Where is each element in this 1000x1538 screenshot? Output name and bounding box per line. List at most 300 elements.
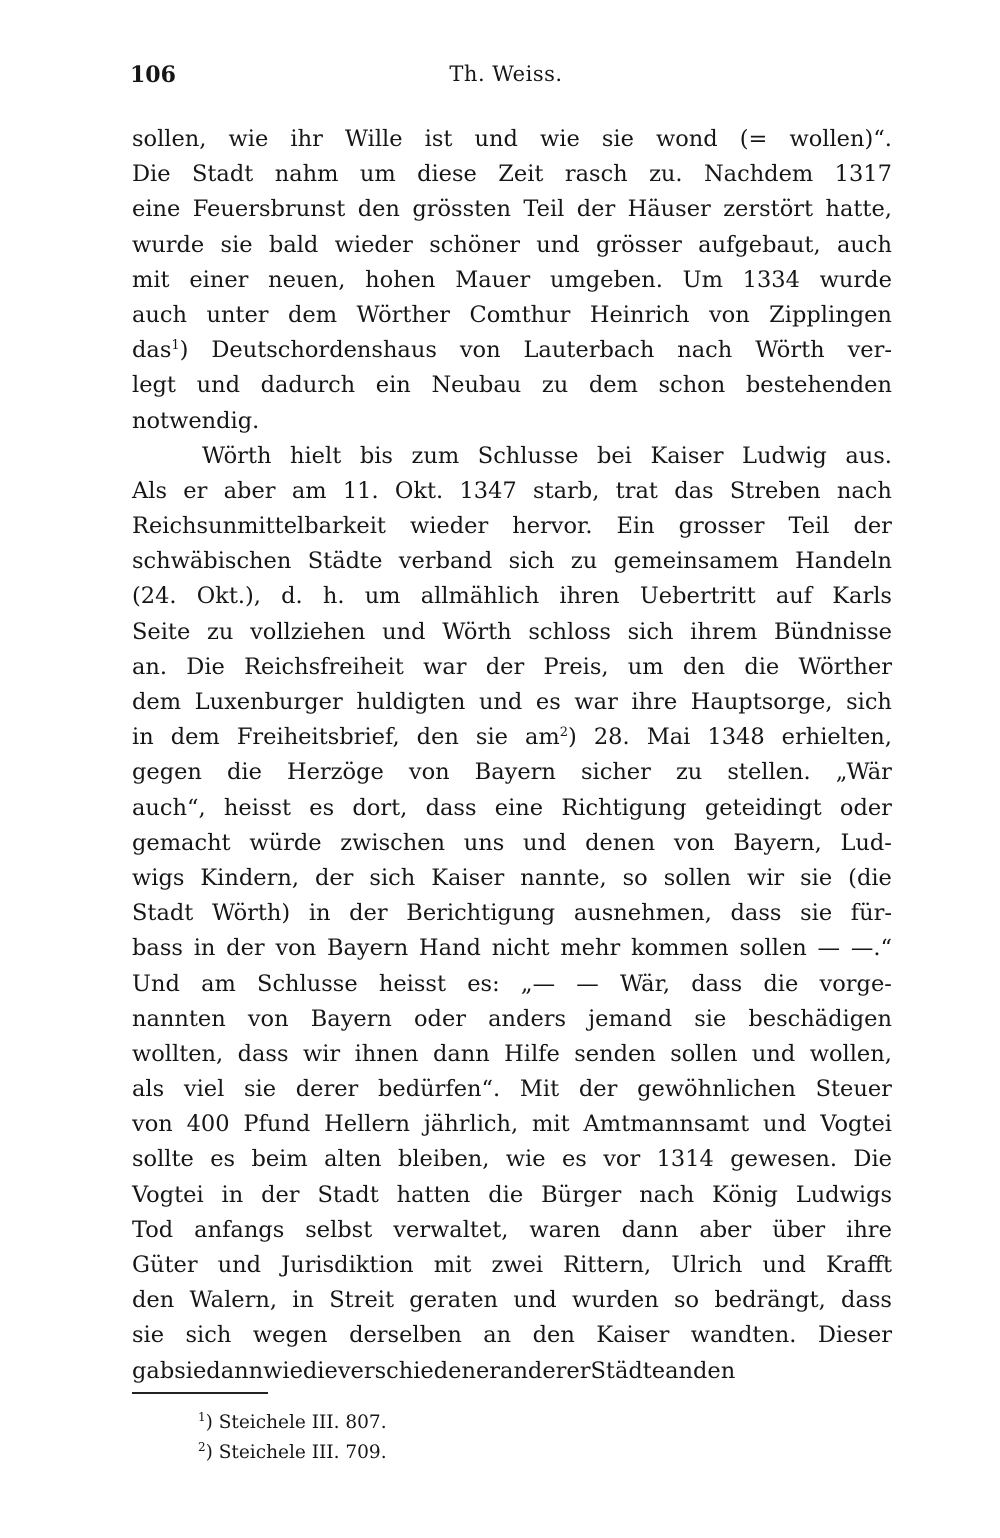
word: zerstört xyxy=(723,196,814,223)
word: wir xyxy=(302,1040,341,1067)
word: —.“ xyxy=(850,935,892,962)
word: wie xyxy=(539,126,580,152)
word: in xyxy=(132,724,154,751)
word: nach xyxy=(836,477,892,504)
word: nahm xyxy=(274,161,339,188)
word: den xyxy=(532,1322,575,1349)
word: sich xyxy=(185,1322,232,1349)
word: verband xyxy=(398,548,493,575)
text-line xyxy=(132,544,892,579)
word: bleiben, xyxy=(397,1146,490,1173)
word: den xyxy=(357,196,400,223)
word: Streben xyxy=(729,477,821,504)
word: grösser xyxy=(595,231,682,258)
word: das$^1$) xyxy=(132,337,189,364)
word: Jurisdiktion xyxy=(281,1252,414,1278)
word: derer xyxy=(295,1076,359,1103)
word: Streit xyxy=(329,1287,395,1314)
word: Stadt xyxy=(191,161,254,188)
footnote-marker-paren: ) xyxy=(205,1442,219,1463)
word: vor xyxy=(603,1146,641,1173)
running-head: Th. Weiss. xyxy=(449,62,563,86)
word: unter xyxy=(206,301,269,328)
word: Kindern, xyxy=(200,864,299,891)
word: ihr xyxy=(290,126,323,152)
word: Wörth xyxy=(202,442,272,469)
word: Amtmannsamt xyxy=(583,1111,750,1138)
text-line xyxy=(132,298,892,333)
word: wegen xyxy=(252,1322,328,1349)
word: sie xyxy=(800,864,833,891)
word: auch xyxy=(836,231,892,258)
word: legt xyxy=(132,372,176,399)
word: nach xyxy=(639,1181,695,1208)
word: am xyxy=(291,477,327,504)
word: beschädigen xyxy=(748,1005,892,1032)
word: oder xyxy=(414,1005,467,1032)
word: anfangs xyxy=(194,1216,285,1243)
word: in xyxy=(221,1181,244,1208)
word: Wörther xyxy=(356,301,451,328)
word: Herzöge xyxy=(286,759,384,786)
word: Ein xyxy=(616,513,655,540)
word: von xyxy=(408,759,450,786)
text-line xyxy=(132,333,892,368)
word: sie xyxy=(220,231,253,258)
word: „— xyxy=(520,970,556,997)
word: dadurch xyxy=(260,372,356,399)
word: wie xyxy=(263,1357,303,1384)
word: 400 xyxy=(186,1111,230,1138)
word: der xyxy=(853,513,892,540)
word: dann xyxy=(621,1216,679,1243)
footnote xyxy=(198,1408,387,1438)
word: an xyxy=(665,1357,694,1384)
word: als xyxy=(132,1076,165,1103)
word: die xyxy=(763,970,799,997)
word: 1347 xyxy=(459,477,517,504)
word: an xyxy=(483,1322,512,1349)
page-header xyxy=(118,62,894,96)
word: Wörth xyxy=(755,337,825,364)
word: sich xyxy=(627,618,674,645)
word: von xyxy=(708,301,750,328)
word: diese xyxy=(417,161,477,188)
word: Lud- xyxy=(840,829,892,856)
page-number: 106 xyxy=(130,62,176,88)
word: sollen xyxy=(663,864,731,891)
word: und xyxy=(763,1111,807,1138)
word: rasch xyxy=(564,161,628,188)
word: Seite xyxy=(132,618,191,645)
word: Mauer xyxy=(455,266,531,293)
word: die xyxy=(227,759,262,786)
word: sollen, xyxy=(132,126,207,152)
word: wandten. xyxy=(690,1322,797,1349)
word: heisst xyxy=(223,794,292,821)
text-line xyxy=(132,157,892,192)
text-line xyxy=(132,122,892,157)
word: trat xyxy=(615,477,658,504)
word: aber xyxy=(223,477,276,504)
word: auch“, xyxy=(132,794,206,821)
word: wie xyxy=(505,1146,546,1173)
word: eine xyxy=(494,794,544,821)
word: Wörther xyxy=(798,653,892,680)
word: die xyxy=(744,653,780,680)
word: es xyxy=(561,1146,587,1173)
word: zu. xyxy=(649,161,683,188)
word: Freiheitsbrief, xyxy=(236,724,400,751)
text-line xyxy=(132,509,892,544)
word: Zipplingen xyxy=(769,301,892,328)
word: hatten xyxy=(396,1181,471,1208)
word: es: xyxy=(467,970,500,997)
word: der xyxy=(349,900,388,927)
word: bass xyxy=(132,935,183,962)
word: — xyxy=(817,935,841,962)
word: Okt.), xyxy=(196,583,261,610)
word: senden xyxy=(574,1040,656,1067)
word: denen xyxy=(585,829,656,856)
word: 1348 xyxy=(707,724,765,751)
word: über xyxy=(772,1216,826,1243)
word: starb, xyxy=(533,477,600,504)
word: schwäbischen xyxy=(132,548,292,575)
word: dort, xyxy=(352,794,408,821)
word: dem xyxy=(588,372,638,399)
word: grosser xyxy=(678,513,765,540)
footnote-marker: 2 xyxy=(198,1440,206,1454)
text-line xyxy=(132,1142,892,1177)
text-line xyxy=(132,1178,892,1213)
word: uns xyxy=(463,829,505,856)
word: Um xyxy=(682,266,723,293)
word: Stadt xyxy=(317,1181,379,1208)
word: dass xyxy=(730,900,782,927)
word: Die xyxy=(132,161,171,188)
word: bei xyxy=(596,442,632,469)
word: zu xyxy=(207,618,234,645)
word: in xyxy=(308,900,331,927)
word: zum xyxy=(411,442,460,469)
text-line xyxy=(132,228,892,263)
word: und xyxy=(196,372,240,399)
word: Okt. xyxy=(394,477,444,504)
text-line xyxy=(132,720,892,755)
text-line xyxy=(132,1248,892,1283)
word: nannte, xyxy=(520,864,607,891)
word: einer xyxy=(189,266,249,293)
footnote-marker: 1 xyxy=(198,1410,206,1424)
word: sicher xyxy=(580,759,651,786)
word: 28. xyxy=(593,724,630,751)
word: Städte xyxy=(307,548,383,575)
word: Tod xyxy=(132,1216,174,1243)
word: Feuersbrunst xyxy=(192,196,346,223)
word: Krafft xyxy=(825,1252,892,1278)
word: Kaiser xyxy=(650,442,724,469)
word: Mit xyxy=(519,1076,560,1103)
word: allmählich xyxy=(420,583,540,610)
word: kommen xyxy=(631,935,729,962)
word: Als xyxy=(132,477,167,504)
word: nach xyxy=(677,337,733,364)
footnote xyxy=(198,1438,387,1468)
word: Bayern xyxy=(474,759,556,786)
word: Bayern xyxy=(310,1005,392,1032)
word: Schlusse xyxy=(477,442,579,469)
text-line xyxy=(132,1213,892,1248)
word: Neubau xyxy=(431,372,522,399)
word: so xyxy=(674,1287,700,1314)
word: umgeben. xyxy=(549,266,663,293)
word: wurden xyxy=(572,1287,659,1314)
word: hervor. xyxy=(512,513,593,540)
word: der xyxy=(314,864,354,891)
word: und xyxy=(217,1252,262,1278)
word: gewesen. xyxy=(730,1146,838,1173)
word: aber xyxy=(699,1216,752,1243)
text-line xyxy=(132,1002,892,1037)
word: notwendig. xyxy=(132,407,260,434)
word: sollen xyxy=(670,1040,738,1067)
word: hatte, xyxy=(825,196,892,223)
word: anders xyxy=(488,1005,567,1032)
word: verwaltet, xyxy=(393,1216,509,1243)
word: Ulrich xyxy=(671,1252,743,1278)
word: Comthur xyxy=(469,301,571,328)
word: Teil xyxy=(523,196,565,223)
word: sich xyxy=(846,689,892,715)
text-line xyxy=(132,791,892,826)
word: Güter xyxy=(132,1252,198,1278)
word: Wörth) xyxy=(211,900,291,927)
text-line xyxy=(132,368,892,403)
word: sie xyxy=(132,1322,165,1349)
word: König xyxy=(712,1181,778,1208)
word: gemacht xyxy=(132,829,231,856)
word: ihren xyxy=(559,583,620,610)
word: d. xyxy=(281,583,303,610)
word: Uebertritt xyxy=(639,583,756,610)
word: Bürger xyxy=(541,1181,622,1208)
word: für- xyxy=(850,900,892,927)
word: sollen xyxy=(739,935,807,962)
word: Kaiser xyxy=(431,864,505,891)
word: Teil xyxy=(788,513,830,540)
word: am xyxy=(201,970,236,997)
word: Preis, xyxy=(543,653,609,680)
word: alten xyxy=(324,1146,382,1173)
text-line xyxy=(132,1037,892,1072)
word: selbst xyxy=(305,1216,373,1243)
word: es xyxy=(309,794,335,821)
word: hohen xyxy=(365,266,436,293)
word: schon xyxy=(658,372,726,399)
footnote-text: Steichele III. 807. xyxy=(218,1412,387,1433)
word: das xyxy=(674,477,714,504)
word: Wörth xyxy=(442,618,512,645)
word: und xyxy=(478,689,523,715)
word: es xyxy=(535,689,561,715)
text-line xyxy=(132,263,892,298)
word: jährlich, xyxy=(423,1111,519,1138)
word: zu xyxy=(541,372,569,399)
word: heisst xyxy=(378,970,447,997)
word: neuen, xyxy=(268,266,346,293)
word: huldigten xyxy=(356,689,466,715)
word: Häuser xyxy=(627,196,711,223)
word: gewöhnlichen xyxy=(637,1076,796,1103)
word: wie xyxy=(228,126,269,152)
word: an. xyxy=(132,653,168,680)
word: 11. xyxy=(342,477,379,504)
word: den xyxy=(682,653,726,680)
word: mehr xyxy=(560,935,621,962)
text-line xyxy=(132,1283,892,1318)
word: Und xyxy=(132,970,180,997)
word: Reichsfreiheit xyxy=(244,653,404,680)
word: Städte xyxy=(590,1357,666,1384)
word: war xyxy=(574,689,618,715)
word: in xyxy=(292,1287,314,1314)
word: Schlusse xyxy=(257,970,358,997)
text-line xyxy=(132,685,892,720)
word: Heinrich xyxy=(589,301,690,328)
word: gab xyxy=(132,1357,175,1384)
word: anderer xyxy=(500,1357,591,1384)
word: $am^2$) xyxy=(525,724,577,751)
word: Hand xyxy=(418,935,481,962)
word: Hellern xyxy=(324,1111,411,1138)
word: ausnehmen, xyxy=(573,900,712,927)
word: sollte xyxy=(132,1146,194,1173)
word: bald xyxy=(268,231,319,258)
word: dann xyxy=(206,1357,264,1384)
word: der xyxy=(261,1181,300,1208)
word: Nachdem xyxy=(703,161,814,188)
word: Karls xyxy=(832,583,892,610)
word: Lauterbach xyxy=(523,337,655,364)
word: Dieser xyxy=(817,1322,892,1349)
word: erhielten, xyxy=(781,724,892,751)
word: mit xyxy=(532,1111,570,1138)
word: wurde xyxy=(819,266,892,293)
word: 1314 xyxy=(656,1146,714,1173)
word: die xyxy=(488,1181,524,1208)
word: und xyxy=(474,126,518,152)
word: zu xyxy=(570,548,598,575)
text-line xyxy=(132,1107,892,1142)
word: waren xyxy=(529,1216,601,1243)
word: um xyxy=(627,653,664,680)
word: wollen)“. xyxy=(789,126,892,152)
word: Wille xyxy=(344,126,403,152)
word: schöner xyxy=(429,231,520,258)
word: es xyxy=(210,1146,236,1173)
text-line xyxy=(132,931,892,966)
word: Pfund xyxy=(243,1111,311,1138)
text-line xyxy=(132,755,892,790)
word: wollen, xyxy=(809,1040,892,1067)
text-line xyxy=(132,1318,892,1353)
word: würde xyxy=(249,829,322,856)
text-line xyxy=(132,1354,892,1389)
word: jemand xyxy=(588,1005,673,1032)
word: Rittern, xyxy=(563,1252,652,1278)
text-line xyxy=(132,650,892,685)
word: so xyxy=(622,864,648,891)
word: Ludwig xyxy=(742,442,827,469)
text-line xyxy=(132,615,892,650)
word: 1317 xyxy=(834,161,892,188)
word: den xyxy=(132,1287,175,1314)
body-text xyxy=(132,122,892,1389)
word: von xyxy=(673,829,715,856)
word: von xyxy=(132,1111,173,1138)
text-line xyxy=(132,896,892,931)
word: sich xyxy=(508,548,555,575)
word: war xyxy=(423,653,467,680)
word: sie xyxy=(601,126,634,152)
word: stellen. xyxy=(727,759,811,786)
word: Die xyxy=(186,653,225,680)
text-line xyxy=(132,1072,892,1107)
word: Handeln xyxy=(795,548,892,575)
word: (die xyxy=(848,864,892,891)
word: beim xyxy=(251,1146,308,1173)
word: Vogtei xyxy=(820,1111,892,1138)
word: der xyxy=(485,653,525,680)
word: Hilfe xyxy=(504,1040,560,1067)
word: vorge- xyxy=(819,970,892,997)
word: Kaiser xyxy=(596,1322,670,1349)
word: der xyxy=(226,935,265,962)
text-line xyxy=(132,439,892,474)
word: (24. xyxy=(132,583,177,610)
word: Bündnisse xyxy=(773,618,892,645)
word: bis xyxy=(359,442,393,469)
word: wollten, xyxy=(132,1040,224,1067)
word: mit xyxy=(433,1252,472,1278)
word: zu xyxy=(675,759,703,786)
word: Ludwigs xyxy=(795,1181,892,1208)
word: derselben xyxy=(349,1322,462,1349)
word: sie xyxy=(694,1005,727,1032)
word: auch xyxy=(132,301,187,328)
text-line xyxy=(132,404,892,439)
footnote-marker-paren: ) xyxy=(205,1412,219,1433)
word: viel xyxy=(183,1076,225,1103)
word: sie xyxy=(244,1076,277,1103)
word: schloss xyxy=(528,618,611,645)
word: ihrem xyxy=(690,618,758,645)
word: verschiedener xyxy=(337,1357,501,1384)
word: ihre xyxy=(846,1216,892,1243)
word: aus. xyxy=(845,442,892,469)
word: und xyxy=(536,231,580,258)
word: wond xyxy=(655,126,718,152)
word: Berichtigung xyxy=(406,900,556,927)
word: der xyxy=(576,196,616,223)
word: dass xyxy=(841,1287,892,1314)
word: in xyxy=(193,935,216,962)
word: ihre xyxy=(631,689,678,715)
word: zwei xyxy=(491,1252,544,1278)
word: und xyxy=(513,1287,557,1314)
word: wigs xyxy=(132,864,185,891)
